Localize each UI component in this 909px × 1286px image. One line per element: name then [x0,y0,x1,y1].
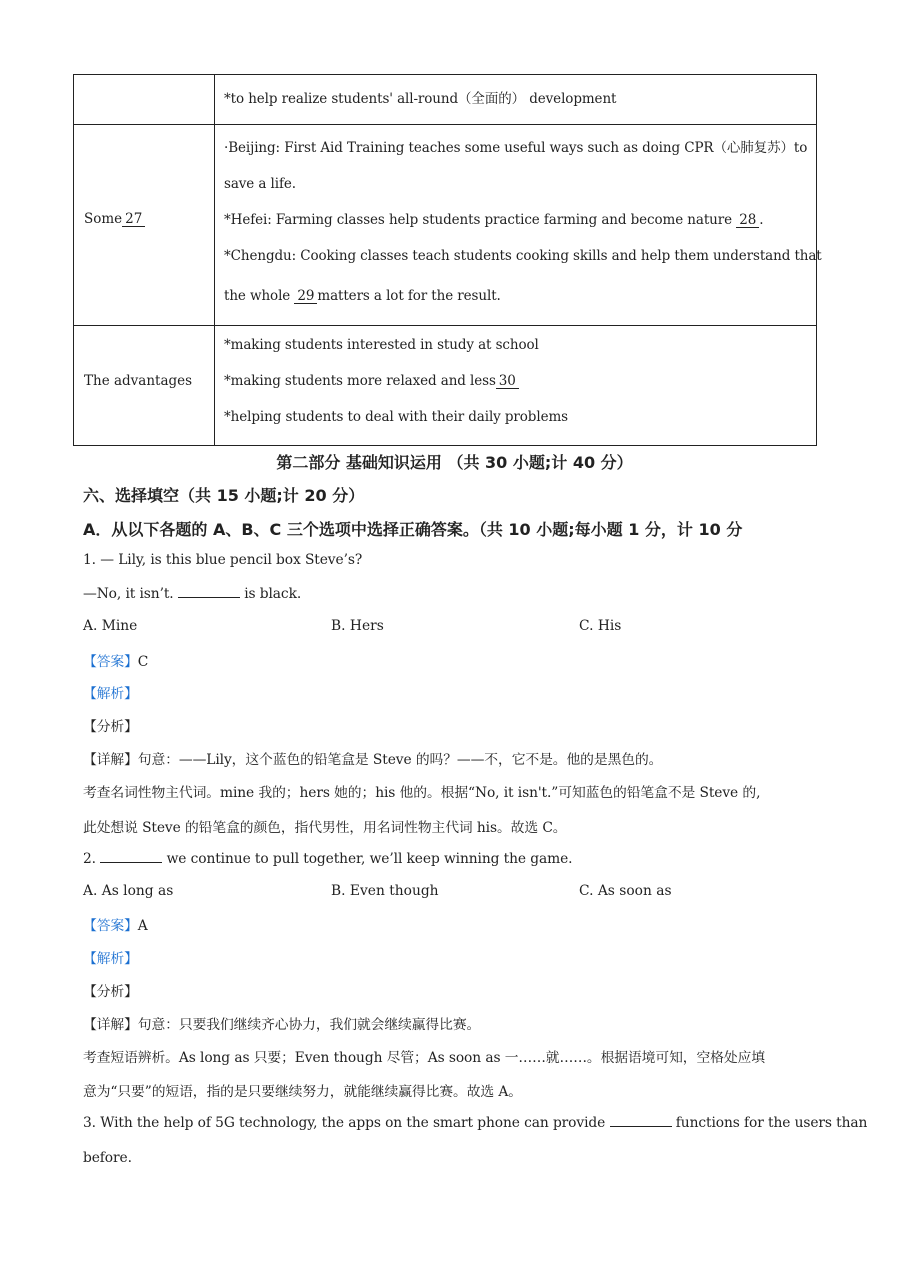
option-c: C. His [579,618,622,634]
answer-tag: 【答案】 [83,918,138,934]
table-cell-text: save a life. [224,176,296,192]
analysis-tag: 【解析】 [83,686,138,702]
question-2: 2. we continue to pull together, we’ll keep winning the game. [83,851,573,867]
option-b: B. Even though [331,883,439,899]
table-cell-text: *Chengdu: Cooking classes teach students cooking skills and help them understand that [224,248,822,264]
table-cell-text: the whole 29 matters a lot for the result. [224,288,501,304]
blank-30: 30 [496,374,519,389]
explanation-line: 意为“只要”的短语，指的是只要继续努力，就能继续赢得比赛。故选 A。 [83,1084,522,1100]
question-3-cont: before. [83,1150,132,1166]
answer-tag: 【答案】 [83,654,138,670]
table-cell-text: ·Beijing: First Aid Training teaches some useful ways such as doing CPR（心肺复苏）to [224,140,808,156]
table-row [74,75,816,125]
answer-blank [178,585,240,598]
section-title: 第二部分 基础知识运用 （共 30 小题;计 40 分） [276,453,633,472]
question-1: 1. — Lily, is this blue pencil box Steve’s? [83,552,363,568]
option-a: A. As long as [83,883,174,899]
table-cell-text: *to help realize students' all-round（全面的） development [224,91,617,107]
info-table [73,74,822,446]
option-b: B. Hers [331,618,384,634]
table-cell-text: *making students more relaxed and less 30 [224,373,519,389]
table-cell-label: The advantages [84,373,193,389]
question-3: 3. With the help of 5G technology, the apps on the smart phone can provide functions for the users than [83,1115,868,1131]
blank-27: 27 [122,212,145,227]
answer-line: 【答案】C [83,654,149,670]
fenxi-tag: 【分析】 [83,984,138,1000]
answer-line: 【答案】A [83,918,148,934]
table-row [74,125,822,326]
option-a: A. Mine [83,618,138,634]
table-row [74,326,816,447]
explanation-line: 此处想说 Steve 的铅笔盒的颜色，指代男性，用名词性物主代词 his。故选 C。 [83,820,567,836]
detail-line: 【详解】句意：——Lily，这个蓝色的铅笔盒是 Steve 的吗？——不，它不是。他的是黑色的。 [83,752,663,768]
part-a-heading: A．从以下各题的 A、B、C 三个选项中选择正确答案。（共 10 小题;每小题 1 分，计 10 分 [83,520,743,539]
table-cell-label: Some 27 [84,211,145,227]
option-c: C. As soon as [579,883,672,899]
fenxi-tag: 【分析】 [83,719,138,735]
table-cell-text: *Hefei: Farming classes help students practice farming and become nature 28 . [224,212,764,228]
detail-line: 【详解】句意：只要我们继续齐心协力，我们就会继续赢得比赛。 [83,1017,481,1033]
blank-28: 28 [736,213,759,228]
explanation-line: 考查名词性物主代词。mine 我的；hers 她的；his 他的。根据“No, it isn't.”可知蓝色的铅笔盒不是 Steve 的, [83,785,761,801]
analysis-tag: 【解析】 [83,951,138,967]
answer-blank [100,850,162,863]
answer-blank [610,1114,672,1127]
table-cell-text: *helping students to deal with their daily problems [224,409,568,425]
question-1-reply: —No, it isn’t. is black. [83,586,302,602]
part-heading: 六、选择填空（共 15 小题;计 20 分） [83,486,365,505]
table-cell-text: *making students interested in study at school [224,337,539,353]
blank-29: 29 [294,289,317,304]
explanation-line: 考查短语辨析。As long as 只要；Even though 尽管；As soon as 一……就……。根据语境可知，空格处应填 [83,1050,765,1066]
